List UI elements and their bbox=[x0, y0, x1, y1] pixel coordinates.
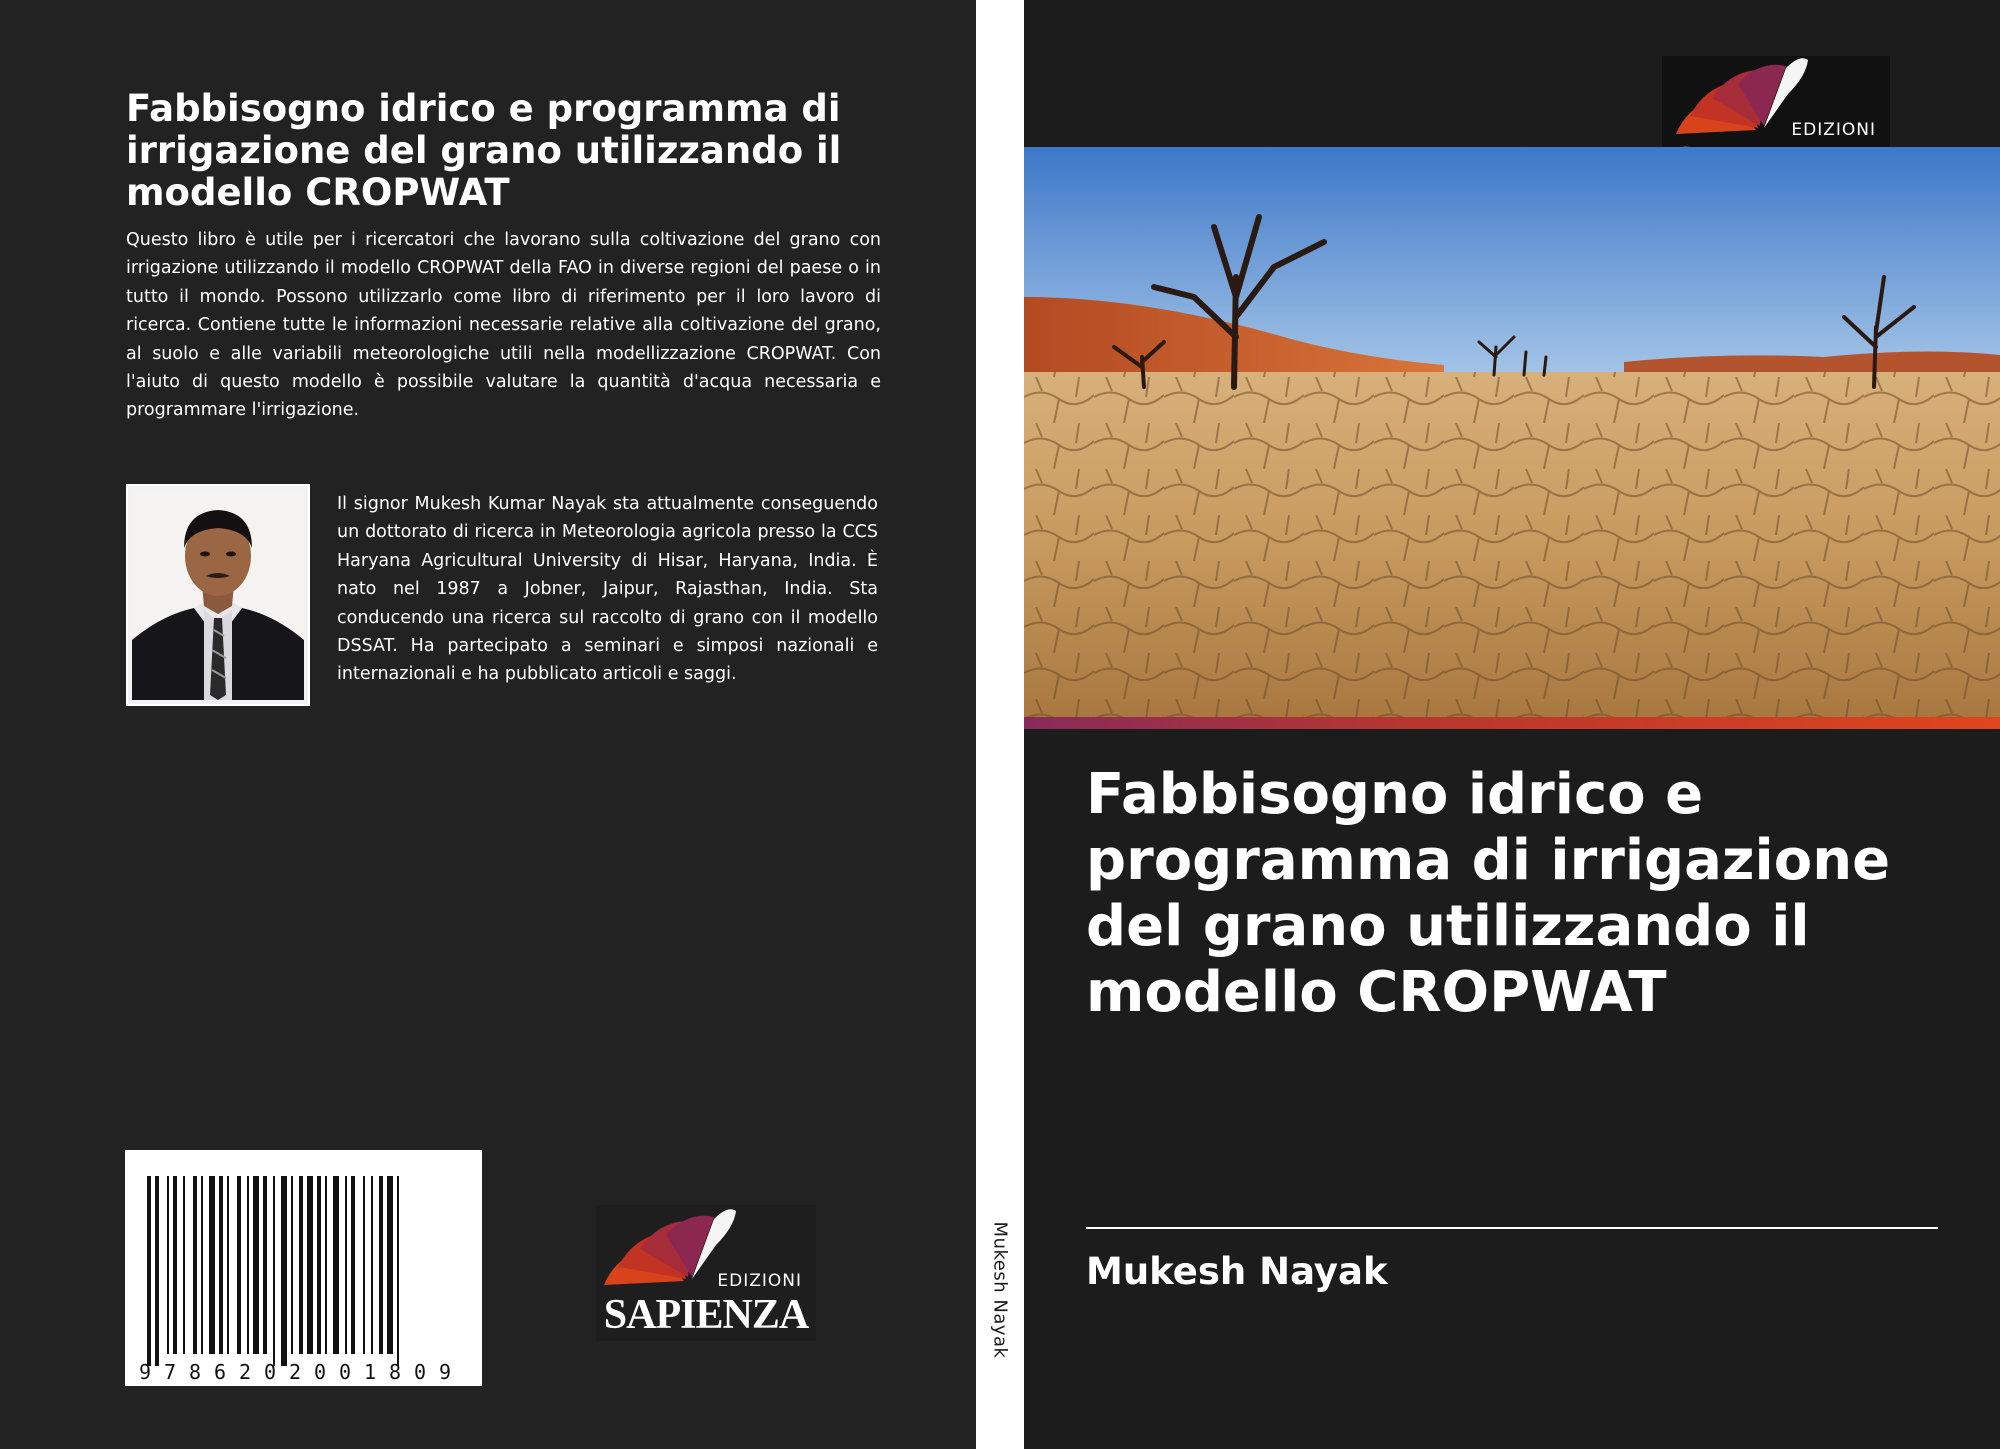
author-bio: Il signor Mukesh Kumar Nayak sta attualmente conseguendo un dottorato di ricerca in Meteorologia agricola presso la CCS Haryana Agricultural University di Hisar, Haryana, India. È nato nel 1987 a Jobner, Jaipur, Rajasthan, India. Sta conducendo una ricerca sul raccolto di grano con il modello DSSAT. Ha partecipato a seminari e simposi nazionali e internazionali e ha pubblicato articoli e saggi. bbox=[337, 494, 878, 685]
logo-sapienza-text: SAPIENZA bbox=[603, 1292, 809, 1338]
spine-author: Mukesh Nayak bbox=[989, 1221, 1011, 1359]
barcode-bar bbox=[299, 1176, 303, 1354]
isbn-digit: 7 bbox=[164, 1360, 177, 1384]
barcode-bar bbox=[253, 1176, 259, 1354]
isbn-digit: 8 bbox=[389, 1360, 402, 1384]
barcode-bar bbox=[219, 1176, 223, 1354]
barcode-bar bbox=[155, 1176, 159, 1366]
barcode-bar bbox=[173, 1176, 177, 1354]
barcode-bar bbox=[317, 1176, 321, 1354]
barcode-bar bbox=[371, 1176, 373, 1354]
barcode-bar bbox=[167, 1176, 169, 1354]
isbn-digit: 0 bbox=[414, 1360, 427, 1384]
barcode-bar bbox=[333, 1176, 339, 1354]
isbn-digit: 6 bbox=[214, 1360, 227, 1384]
book-description: Questo libro è utile per i ricercatori che lavorano sulla coltivazione del grano con irrigazione utilizzando il modello CROPWAT della FAO in diverse regioni del paese o in tutto il mondo. Possono utilizzarlo come libro di riferimento per il loro lavoro di ricerca. Contiene tutte le informazioni necessarie relative alla coltivazione del grano, al suolo e alle variabili meteorologiche utili nella modellizzazione CROPWAT. Con l'aiuto di questo modello è possibile valutare la quantità d'acqua necessaria e programmare l'irrigazione. bbox=[126, 230, 881, 421]
barcode-bar bbox=[387, 1176, 393, 1354]
barcode-bar bbox=[397, 1176, 399, 1366]
barcode-bar bbox=[291, 1176, 293, 1354]
barcode-bar bbox=[345, 1176, 347, 1354]
barcode-bar bbox=[227, 1176, 229, 1354]
barcode-bar bbox=[193, 1176, 197, 1354]
isbn-barcode bbox=[125, 1150, 482, 1386]
front-cover-title: Fabbisogno idrico e programma di irrigazione del grano utilizzando il modello CROPWAT bbox=[1086, 762, 1891, 1025]
barcode-bar bbox=[237, 1176, 241, 1354]
barcode-bar bbox=[273, 1176, 275, 1366]
barcode-bar bbox=[209, 1176, 215, 1354]
logo-edizioni-text: EDIZIONI bbox=[717, 1271, 802, 1291]
barcode-bar bbox=[325, 1176, 327, 1354]
isbn-digit: 2 bbox=[289, 1360, 302, 1384]
barcode-bar bbox=[379, 1176, 383, 1354]
barcode-bar bbox=[183, 1176, 185, 1354]
isbn-digit: 0 bbox=[314, 1360, 327, 1384]
isbn-digit: 9 bbox=[139, 1360, 152, 1384]
logo-edizioni-text: EDIZIONI bbox=[1791, 120, 1876, 140]
barcode-bar bbox=[147, 1176, 151, 1366]
title-divider bbox=[1086, 1227, 1938, 1229]
isbn-digit: 1 bbox=[364, 1360, 377, 1384]
publisher-logo-back bbox=[596, 1205, 816, 1341]
isbn-digit: 2 bbox=[239, 1360, 252, 1384]
back-cover bbox=[0, 0, 976, 1449]
barcode-bar bbox=[247, 1176, 249, 1354]
barcode-bar bbox=[201, 1176, 203, 1354]
barcode-bar bbox=[263, 1176, 267, 1354]
author-photo bbox=[128, 486, 308, 704]
front-cover-author: Mukesh Nayak bbox=[1086, 1250, 1388, 1293]
isbn-digit: 9 bbox=[439, 1360, 452, 1384]
cover-accent-bar bbox=[1024, 717, 2000, 729]
isbn-digit: 8 bbox=[189, 1360, 202, 1384]
cover-photo-cracked-desert bbox=[1024, 147, 2000, 717]
barcode-bar bbox=[307, 1176, 313, 1354]
isbn-digit: 0 bbox=[264, 1360, 277, 1384]
isbn-digit: 0 bbox=[339, 1360, 352, 1384]
back-cover-title: Fabbisogno idrico e programma di irrigazione del grano utilizzando il modello CROPWAT bbox=[126, 87, 842, 214]
barcode-bar bbox=[351, 1176, 355, 1354]
barcode-bar bbox=[363, 1176, 365, 1354]
barcode-bar bbox=[281, 1176, 287, 1366]
